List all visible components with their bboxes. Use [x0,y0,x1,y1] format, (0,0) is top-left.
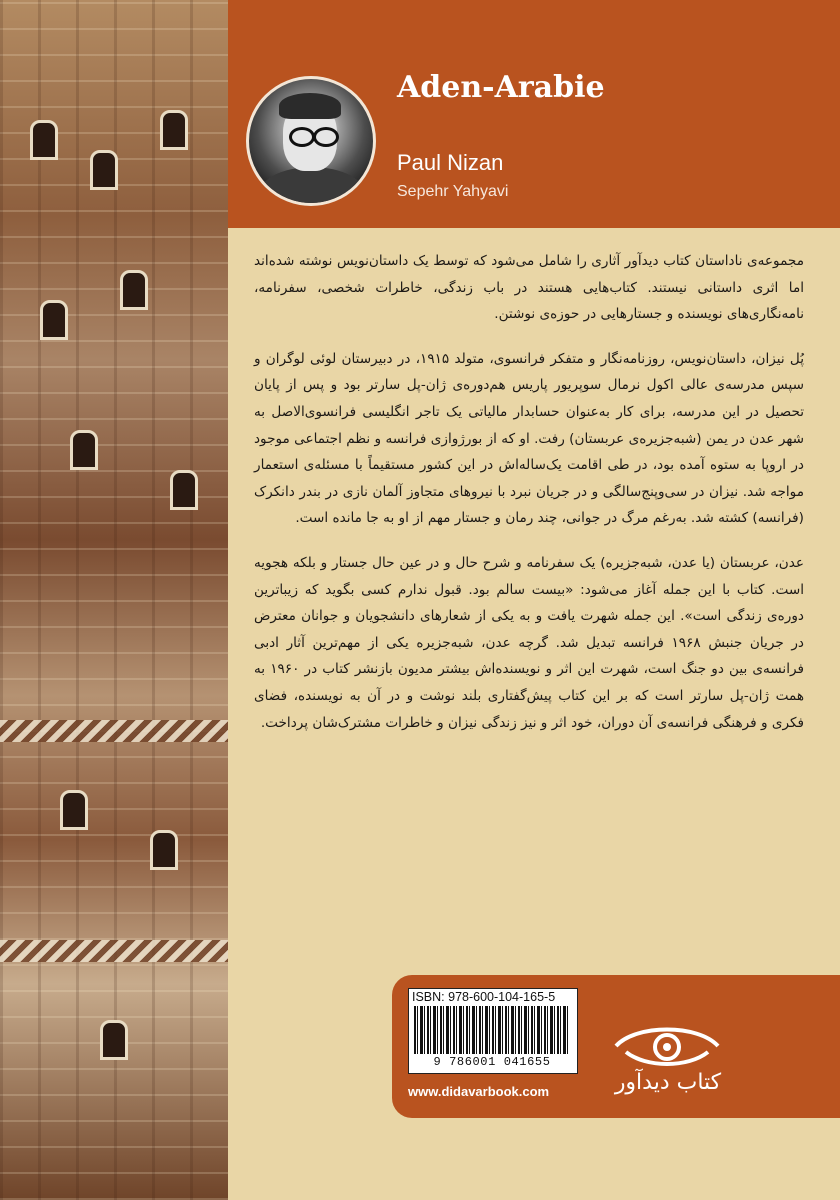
photo-window-9 [150,830,178,870]
blurb-text [254,248,804,754]
photo-window-1 [30,120,58,160]
photo-zigzag-band-1 [0,720,228,742]
barcode-bars [414,1006,570,1054]
portrait-hair [279,93,341,119]
translator-name: Sepehr Yahyavi [397,183,509,200]
book-title: Aden-Arabie [397,70,605,105]
photo-window-7 [170,470,198,510]
author-portrait [246,76,376,206]
portrait-shoulders [257,167,367,206]
photo-window-5 [120,270,148,310]
photo-window-6 [70,430,98,470]
photo-window-8 [60,790,88,830]
photo-window-2 [90,150,118,190]
cover-photo-strip [0,0,228,1200]
barcode-digits: 9 786001 041655 [433,1055,551,1069]
photo-zigzag-band-2 [0,940,228,962]
photo-window-3 [160,110,188,150]
isbn-label: ISBN: 978-600-104-165-5 [412,990,556,1004]
publisher-website[interactable]: www.didavarbook.com [408,1084,550,1099]
portrait-glasses-right [313,127,339,147]
blurb-paragraph-2: پُل نیزان، داستان‌نویس، روزنامه‌نگار و متفکر فرانسوی، متولد ۱۹۱۵، در دبیرستان لوئی لوگران و سپس مدرسه‌ی عالی اکول نرمال سوپریور پاریس هم‌دوره‌ی ژان-پل سارتر بود و پس از پایان تحصیل در این مدرسه، برای کار به‌عنوان حسابدار مالیاتی یک تاجر انگلیسی فرانسوی‌الاصل به شهر عدن در یمن (شبه‌جزیره‌ی عربستان) رفت. او که از بورژوازی فرانسه و نظم اجتماعی موجود در اروپا به ستوه آمده بود، در طی اقامت یک‌ساله‌اش در این کشور مستقیماً با مسئله‌ی استعمار مواجه شد. نیزان در سی‌وپنج‌سالگی و در جریان نبرد با نیروهای متجاوز آلمان نازی در بندر دانکرک (فرانسه) کشته شد. به‌رغم مرگ در جوانی، چند رمان و جستار مهم از او به جا مانده است. [254,350,805,527]
publisher-logo-text: کتاب دیدآور [614,1070,722,1095]
photo-window-10 [100,1020,128,1060]
author-name: Paul Nizan [397,150,504,175]
blurb-paragraph-3: عدن، عربستان (یا عدن، شبه‌جزیره) یک سفرنامه و شرح حال و در عین حال جستار و بلکه هجویه است. کتاب با این جمله آغاز می‌شود: «بیست سالم بود. قبول ندارم کسی بگوید که زیباترین دوره‌ی زندگی است». این جمله شهرت یافت و به یکی از شعارهای دانشجویان و جوانان معترض در جریان جنبش ۱۹۶۸ فرانسه تبدیل شد. گرچه عدن، شبه‌جزیره یکی از مهم‌ترین آثار ادبی فرانسه‌ی بین دو جنگ است، شهرت این اثر و نویسنده‌اش بیشتر مدیون بازنشر کتاب در ۱۹۶۰ به همت ژان-پل سارتر است که بر این کتاب پیش‌گفتاری بلند نوشت و در آن به نویسنده، فضای فکری و فرهنگی فرانسه‌ی آن دوران، خود اثر و نیز زندگی نیزان و خاطرات مشترک‌شان پرداخت. [254,554,804,731]
eye-swirl-icon [612,1022,722,1070]
photo-window-4 [40,300,68,340]
portrait-glasses-left [289,127,315,147]
blurb-paragraph-1: مجموعه‌ی ناداستان کتاب دیدآور آثاری را شامل می‌شود که توسط یک داستان‌نویس نوشته شده‌اند اما اثری داستانی نیستند. کتاب‌هایی هستند در باب زندگی، خاطرات شخصی، سفرنامه، نامه‌نگاری‌های نویسنده و جستارهایی در حوزه‌ی نوشتن. [254,253,804,323]
